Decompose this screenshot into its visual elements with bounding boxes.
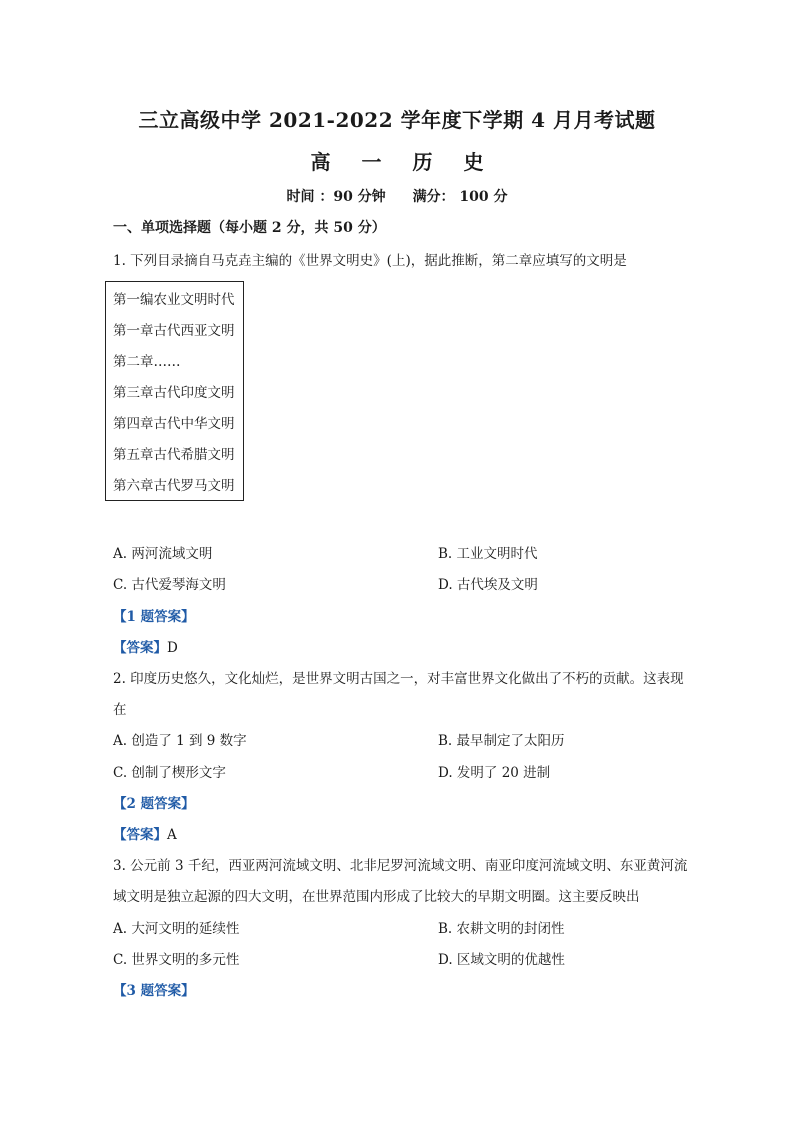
answer-value: D [167,640,178,656]
q3-stem-line2: 域文明是独立起源的四大文明，在世界范围内形成了比较大的早期文明圈。这主要反映出 [113,889,640,905]
contents-line: 第五章古代希腊文明 [113,447,235,463]
subject-char: 历 [412,150,433,174]
q2-answer [113,823,177,843]
contents-line: 第三章古代印度文明 [113,385,235,401]
q2-option-b: B. 最早制定了太阳历 [438,733,565,749]
contents-line: 第一编农业文明时代 [113,292,235,308]
contents-line: 第四章古代中华文明 [113,416,235,432]
q2-option-c: C. 创制了楔形文字 [113,765,226,781]
contents-line: 第一章古代西亚文明 [113,323,235,339]
q3-option-c: C. 世界文明的多元性 [113,952,240,968]
q1-stem: 1. 下列目录摘自马克垚主编的《世界文明史》(上)，据此推断，第二章应填写的文明是 [113,253,627,269]
exam-title: 三立高级中学 2021-2022 学年度下学期 4 月月考试题 [138,108,656,132]
exam-meta [0,186,794,206]
q3-stem-line1: 3. 公元前 3 千纪，西亚两河流域文明、北非尼罗河流域文明、南亚印度河流域文明、东亚黄河流 [113,858,688,874]
subject-title [0,146,794,175]
q2-stem-line1: 2. 印度历史悠久，文化灿烂，是世界文明古国之一，对丰富世界文化做出了不朽的贡献。这表现 [113,671,684,687]
q1-option-c: C. 古代爱琴海文明 [113,577,226,593]
answer-value: A [167,827,177,843]
subject-char: 高 [310,150,331,174]
q2-stem-line2: 在 [113,702,127,718]
q1-answer [113,636,178,656]
exam-time: 时间 ：90 分钟 [286,189,386,205]
contents-line: 第二章…… [113,354,181,370]
q1-contents-box [105,281,244,501]
section-heading: 一、单项选择题（每小题 2 分，共 50 分） [113,220,386,236]
subject-char: 史 [463,150,484,174]
answer-label: 【答案】 [113,827,167,843]
q2-option-a: A. 创造了 1 到 9 数字 [113,733,247,749]
answer-label: 【答案】 [113,640,167,656]
q3-option-d: D. 区域文明的优越性 [438,952,565,968]
q2-option-d: D. 发明了 20 进制 [438,765,551,781]
exam-score: 满分： 100 分 [412,189,508,205]
q1-option-a: A. 两河流域文明 [113,546,213,562]
q3-answer-tag: 【3 题答案】 [113,983,195,999]
q3-option-b: B. 农耕文明的封闭性 [438,921,565,937]
q3-option-a: A. 大河文明的延续性 [113,921,240,937]
q1-option-d: D. 古代埃及文明 [438,577,538,593]
q1-option-b: B. 工业文明时代 [438,546,538,562]
contents-line: 第六章古代罗马文明 [113,478,235,494]
q2-answer-tag: 【2 题答案】 [113,796,195,812]
q1-answer-tag: 【1 题答案】 [113,609,195,625]
subject-char: 一 [361,150,382,174]
